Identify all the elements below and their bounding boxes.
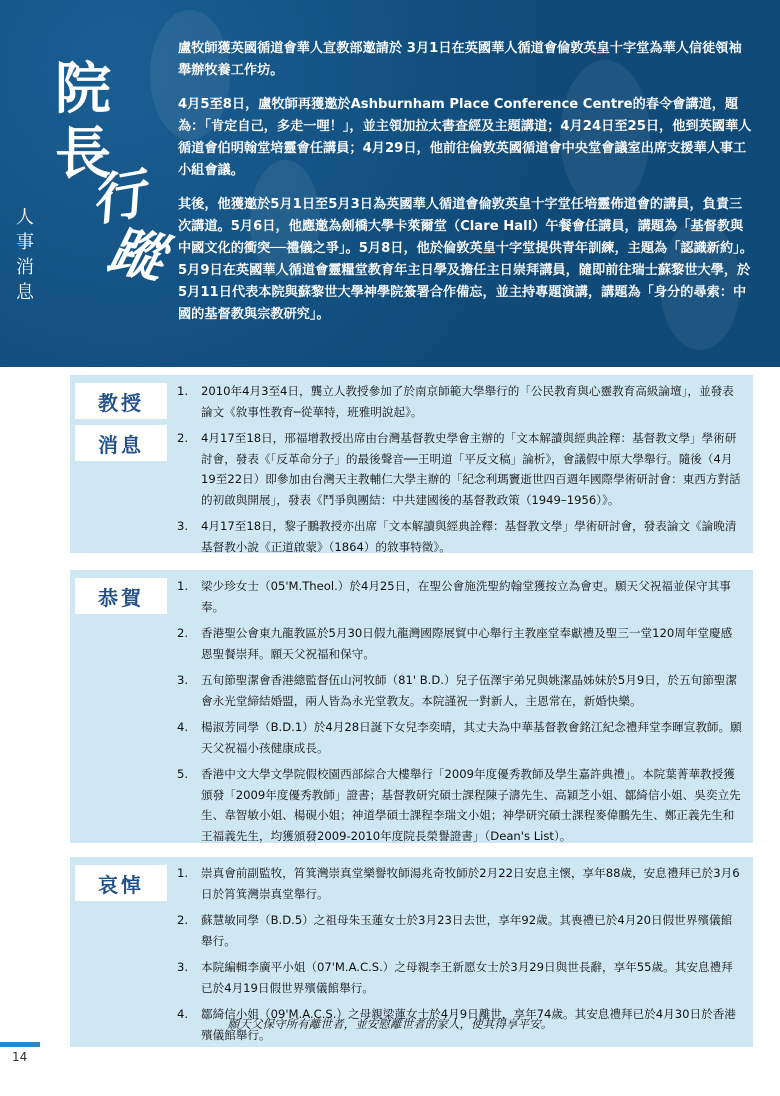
section-heading [75,578,167,620]
list-item: 4. 楊淑芳同學（B.D.1）於4月28日誕下女兒李奕晴，其丈夫為中華基督教會銘江紀念禮拜堂李暉宣教師。願天父祝福小孩健康成長。 [177,720,742,755]
intro-paragraph: 4月5至8日，盧牧師再獲邀於Ashburnham Place Conference Centre的春令會講道，題為：「肯定自己，多走一哩！」，並主領加拉太書查經及主題講道；4月24日至25日，他到英國華人循道會伯明翰堂培靈會任講員；4月29日，他前往倫敦英國循道會中央堂會議室出席支援華人事工小組會議。 [178,97,752,178]
section-heading-line: 恭賀 [75,578,167,620]
section-heading-line: 哀悼 [75,865,167,907]
section-faculty-news [70,375,753,553]
side-label-char: 事 [16,232,34,253]
intro-paragraph: 盧牧師獲英國循道會華人宣教部邀請於 3月1日在英國華人循道會倫敦英皇十字堂為華人信徒領袖舉辦牧養工作坊。 [178,41,742,78]
title-char-2: 長 [55,122,111,187]
section-heading-line: 教授 [75,383,167,425]
side-label [14,205,36,305]
blessing-text: 願天父保守所有離世者，並安慰離世者的家人，使其得享平安。 [227,1017,553,1031]
side-label-char: 息 [16,282,34,303]
page-number: 14 [12,1050,28,1064]
list-item: 3. 4月17至18日，黎子鵬教授亦出席「文本解讀與經典詮釋：基督教文學」學術研討會，發表論文《論晚清基督教小說《正道啟蒙》（1864）的敘事特徵》。 [177,519,737,554]
list-item: 1. 梁少珍女士（05'M.Theol.）於4月25日，在聖公會施洗聖約翰堂獲按立為會吏。願天父祝福並保守其事奉。 [177,579,731,614]
list-item: 2. 蘇慧敏同學（B.D.5）之祖母朱玉蓮女士於3月23日去世，享年92歲。其喪禮已於4月20日假世界殯儀館舉行。 [177,913,733,948]
title-char-1: 院 [55,57,111,122]
list-item: 3. 本院編輯李廣平小姐（07'M.A.C.S.）之母親李王新愿女士於3月29日與世長辭，享年55歲。其安息禮拜已於4月19日假世界殯儀館舉行。 [177,960,733,995]
intro-paragraph: 其後，他獲邀於5月1日至5月3日為英國華人循道會倫敦英皇十字堂任培靈佈道會的講員，負責三次講道。5月6日，他應邀為劍橋大學卡萊爾堂（Clare Hall）午餐會任講員，講題為「基督教與中國文化的衝突──禮儀之爭」。5月8日，他於倫敦英皇十字堂提供青年訓練，主題為「認識新約」。5月9日在英國華人循道會靈糧堂教育年主日學及擔任主日崇拜講員，隨即前往瑞士蘇黎世大學，於5月11日代表本院與蘇黎世大學神學院簽署合作備忘，並主持專題演講，講題為「身分的尋索：中國的基督教與宗教研究」。 [178,197,753,322]
list-item: 2. 香港聖公會東九龍教區於5月30日假九龍灣國際展貿中心舉行主教座堂奉獻禮及聖三一堂120周年堂慶感恩聖餐崇拜。願天父祝福和保守。 [177,626,733,661]
section-congratulations [70,570,753,843]
list-item: 1. 2010年4月3至4日，龔立人教授參加了於南京師範大學舉行的「公民教育與心靈教育高級論壇」，並發表論文《敘事性教育─從華特，班雅明說起》。 [177,384,734,419]
section-heading [75,865,167,907]
section-heading [75,383,167,467]
side-label-char: 消 [16,257,34,278]
header-banner [0,0,780,367]
news-list [177,576,743,852]
intro-text [178,38,754,338]
list-item: 3. 五旬節聖潔會香港總監督伍山河牧師（81' B.D.）兒子伍澤宇弟兄與姚潔晶姊妹於5月9日，於五旬節聖潔會永光堂締結婚盟，兩人皆為永光堂教友。本院謹祝一對新人，主恩常在，新婚快樂。 [177,673,737,708]
list-item: 5. 香港中文大學文學院假校園西部綜合大樓舉行「2009年度優秀教師及學生嘉許典禮」。本院葉菁華教授獲頒發「2009年度優秀教師」證書；基督教研究碩士課程陳子濤先生、高穎芝小姐、鄒綺信小姐、吳奕立先生、韋智敏小姐、楊硯小姐；神道學碩士課程李瑞文小姐；神學研究碩士課程麥偉鵬先生、鄭正義先生和王福義先生，均獲頒發2009-2010年度院長榮譽證書」（Dean's List）。 [177,767,741,843]
side-label-char: 人 [16,207,34,228]
page-number-bar [0,1042,40,1047]
list-item: 2. 4月17至18日，邢福增教授出席由台灣基督教史學會主辦的「文本解讀與經典詮釋：基督教文學」學術研討會，發表《「反革命分子」的最後聲音──王明道「平反文稿」論析》，會議假中原大學舉行。隨後（4月19至22日）即參加由台灣天主教輔仁大學主辦的「紀念利瑪竇逝世四百週年國際學術研討會：東西方對話的初啟與開展」，發表《鬥爭與團結：中共建國後的基督教政策（1949–1956）》。 [177,431,741,507]
title-char-3: 行 [85,161,150,234]
list-item: 4. 鄒綺信小姐（09'M.A.C.S.）之母親梁蓮女士於4月9日離世，享年74歲。其安息禮拜已於4月30日於香港殯儀館舉行。 [177,1007,736,1042]
title-char-4: 蹤 [103,217,170,291]
section-heading-line: 消息 [75,425,167,467]
news-list [177,381,743,563]
list-item: 1. 崇真會前副監牧，筲箕灣崇真堂樂譽牧師湯兆奇牧師於2月22日安息主懷，享年88歲，安息禮拜已於3月6日於筲箕灣崇真堂舉行。 [177,866,740,901]
